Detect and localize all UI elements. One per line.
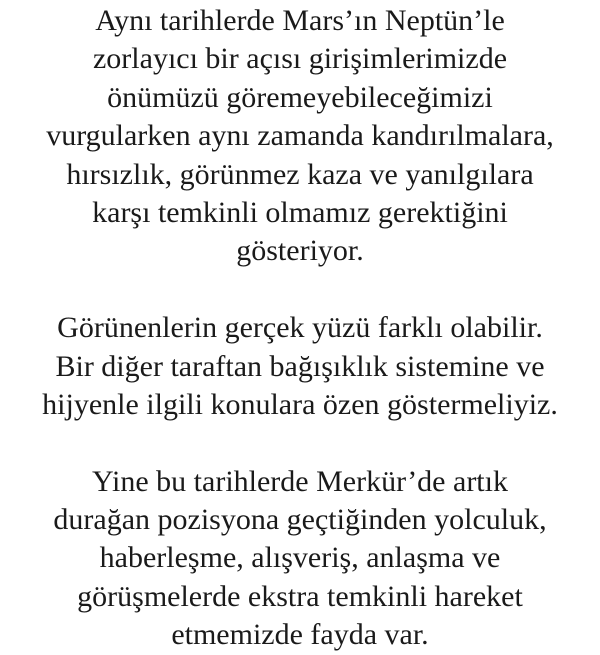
text-line: vurgularken aynı zamanda kandırılmalara, (46, 119, 554, 153)
text-line: durağan pozisyona geçtiğinden yolculuk, (53, 503, 547, 537)
text-line: haberleşme, alışveriş, anlaşma ve (99, 541, 501, 575)
text-line: etmemizde fayda var. (171, 618, 429, 652)
text-line: gösteriyor. (236, 234, 364, 268)
paragraph-mars-neptune (0, 2, 600, 271)
text-line: görüşmelerde ekstra temkinli hareket (77, 579, 523, 613)
paragraph-immunity-hygiene (0, 309, 600, 424)
text-line: zorlayıcı bir açısı girişimlerimizde (92, 42, 508, 76)
text-line: önümüzü göremeyebileceğimizi (107, 80, 493, 114)
text-line: Bir diğer taraftan bağışıklık sistemine ve (55, 349, 545, 383)
text-line: hırsızlık, görünmez kaza ve yanılgılara (66, 157, 534, 191)
paragraph-mercury (0, 463, 600, 655)
paragraph-spacer (0, 424, 600, 462)
paragraph-spacer (0, 271, 600, 309)
text-line: Yine bu tarihlerde Merkür’de artık (92, 464, 508, 498)
text-line: hijyenle ilgili konulara özen göstermeliyiz. (42, 387, 558, 421)
text-line: karşı temkinli olmamız gerektiğini (92, 195, 508, 229)
text-line: Aynı tarihlerde Mars’ın Neptün’le (95, 4, 505, 37)
text-line: Görünenlerin gerçek yüzü farklı olabilir. (57, 311, 543, 345)
